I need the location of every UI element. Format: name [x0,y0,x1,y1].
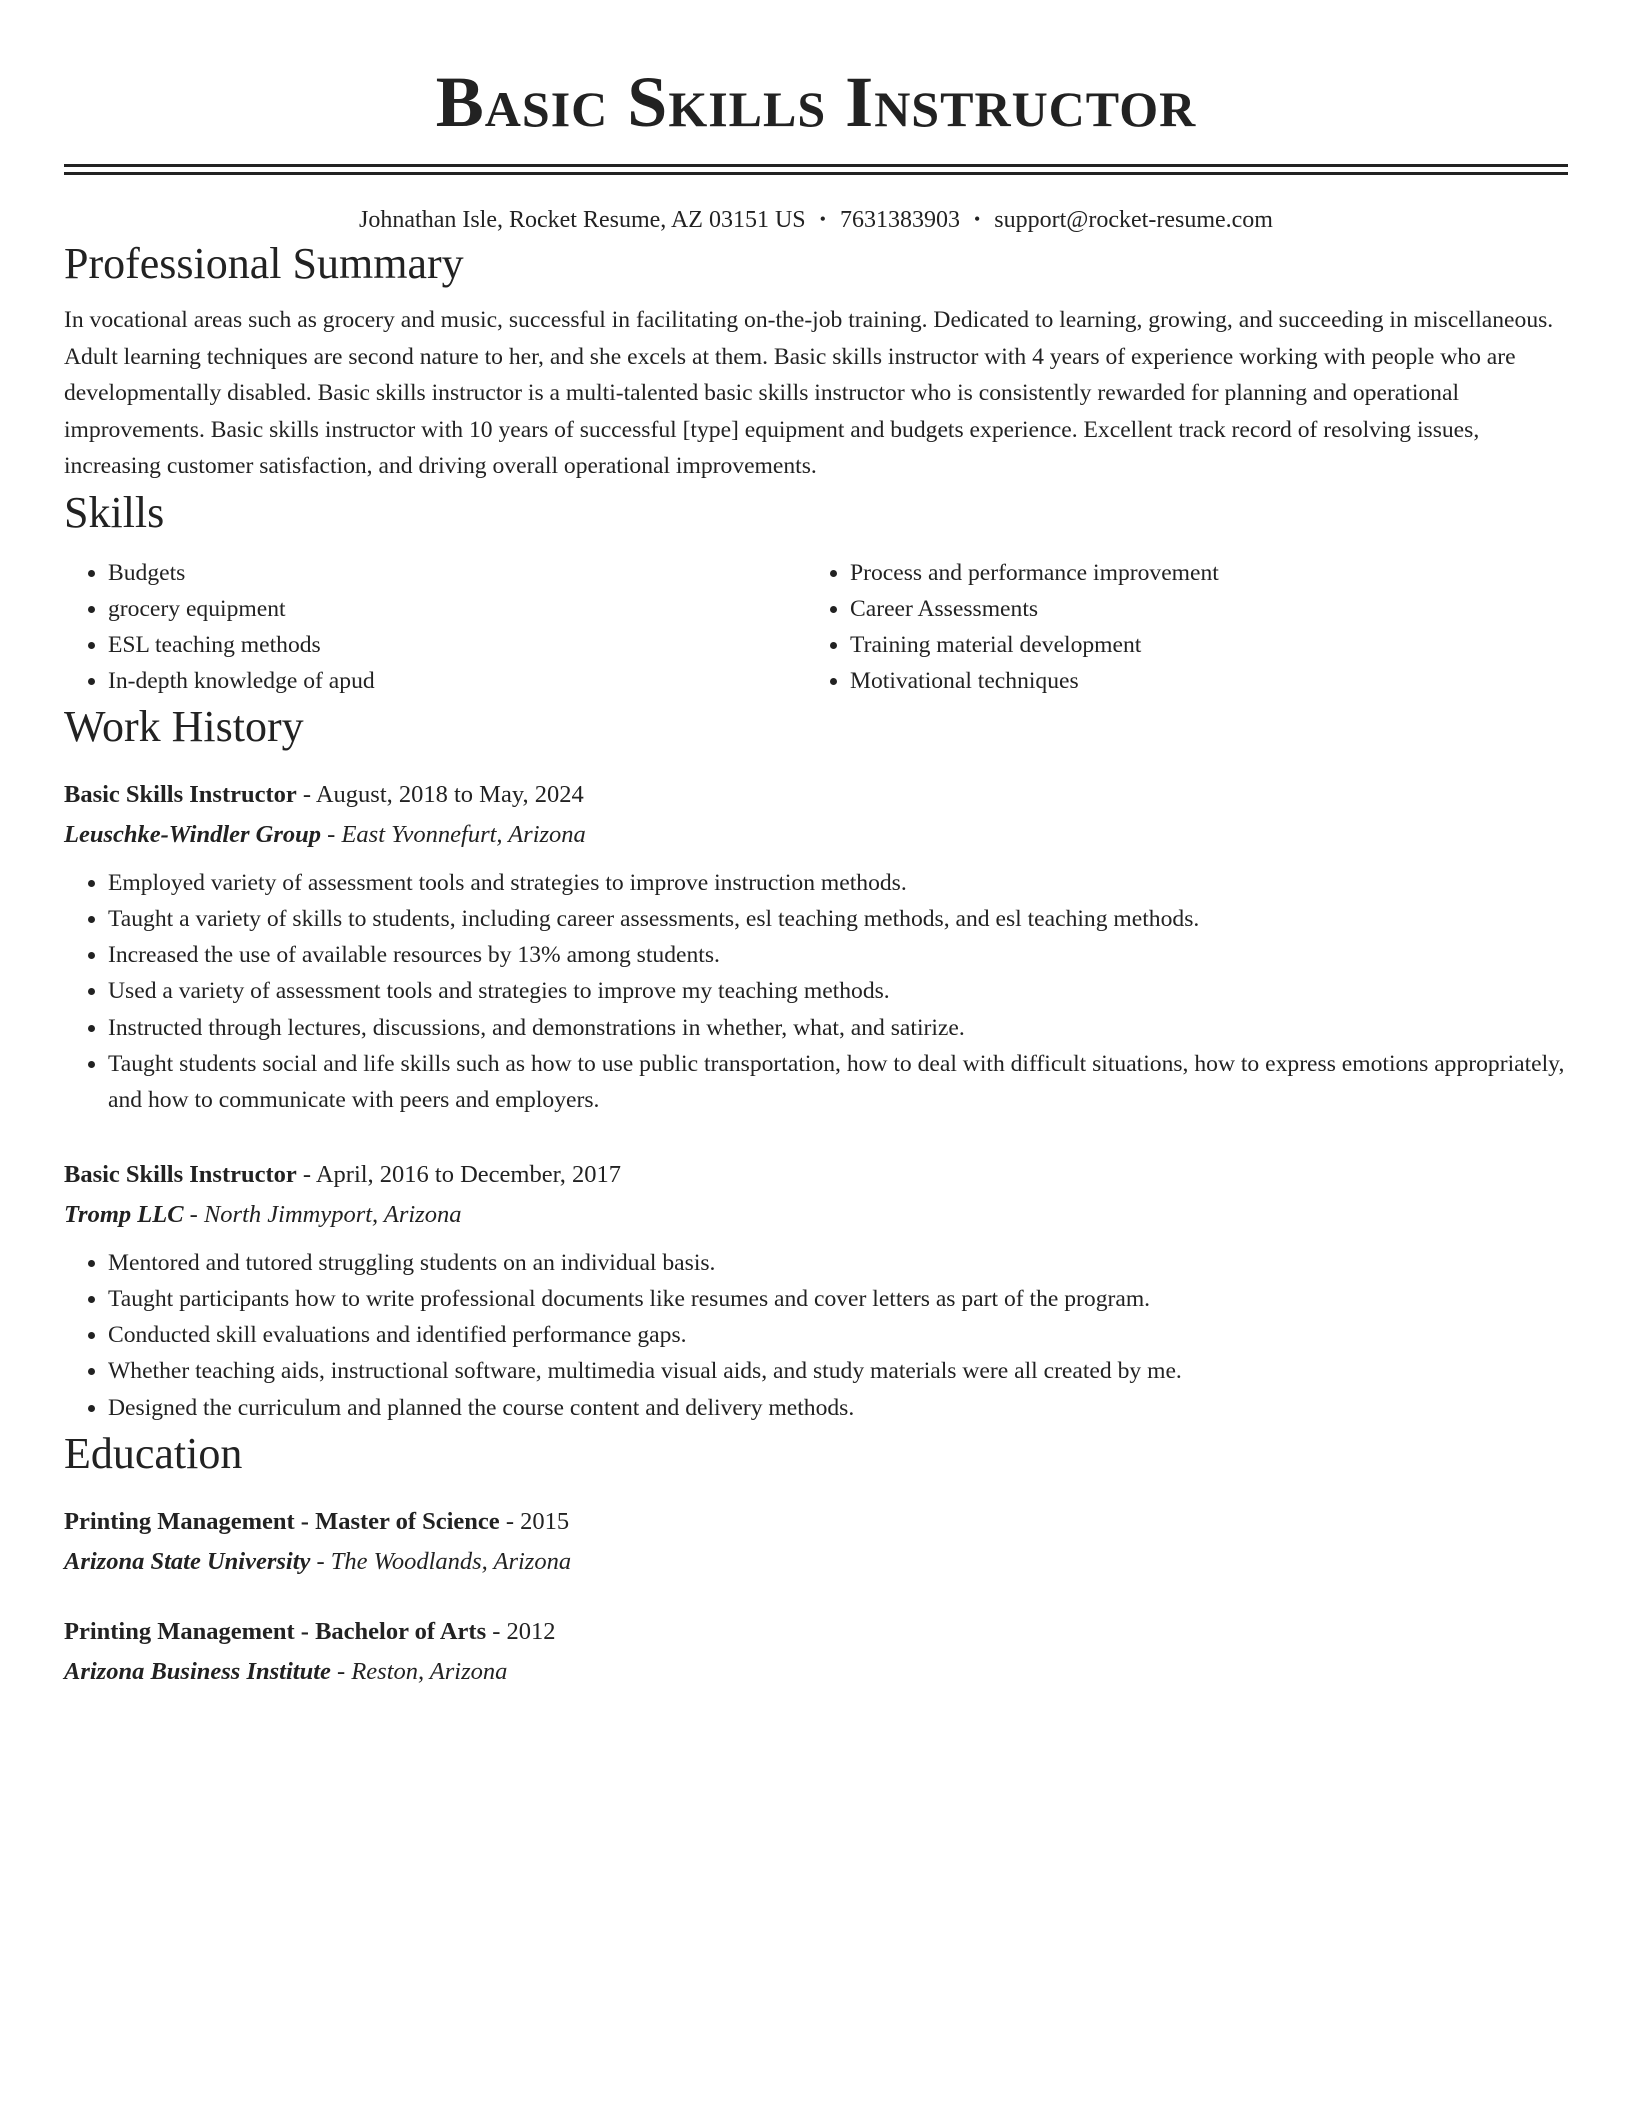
education-heading: Education [64,1429,243,1479]
resume-title: Basic Skills Instructor [435,62,1197,142]
job-title-line [64,775,1568,815]
education-section [64,1426,1568,1692]
job-bullet: • Mentored and tutored struggling students on an individual basis. [108,1245,1568,1281]
job-company: Tromp LLC [64,1200,184,1228]
skills-list-left [64,555,806,699]
degree: Printing Management - Bachelor of Arts [64,1618,487,1646]
job-location: - East Yvonnefurt, Arizona [321,820,586,848]
work-history-section [64,699,1568,1427]
degree-year: - 2015 [499,1508,570,1536]
school-line [64,1652,1568,1692]
title-double-rule [64,164,1568,175]
degree-year: - 2012 [486,1618,556,1646]
contact-email: support@rocket-resume.com [994,207,1273,233]
skills-section [64,485,1568,699]
skill-item: • Budgets [108,555,806,591]
contact-line [64,203,1568,236]
job-title-line [64,1155,1568,1195]
job-entry [64,1155,1568,1426]
job-bullet: • Taught participants how to write professional documents like resumes and cover letters as part of the program. [108,1281,1568,1317]
skill-item: • Motivational techniques [850,663,1548,699]
job-bullet: • Conducted skill evaluations and identified performance gaps. [108,1317,1568,1353]
job-company: Leuschke-Windler Group [64,820,322,848]
job-bullet: • Taught students social and life skills such as how to use public transportation, how to deal with difficult situations, how to express emotions appropriately, and how to communicate with peers and employers. [108,1046,1568,1119]
job-company-line [64,815,1568,855]
job-bullet: • Taught a variety of skills to students, including career assessments, esl teaching methods, and esl teaching methods. [108,901,1568,937]
summary-section [64,236,1568,485]
education-entry [64,1502,1568,1582]
degree-line [64,1502,1568,1542]
work-history-heading: Work History [64,701,304,751]
school-location: - The Woodlands, Arizona [310,1548,572,1576]
contact-separator: • [973,209,981,229]
education-entry [64,1612,1568,1692]
job-title: Basic Skills Instructor [64,780,297,808]
skill-item: • ESL teaching methods [108,627,806,663]
school-line [64,1542,1568,1582]
contact-phone: 7631383903 [839,207,960,233]
school: Arizona Business Institute [64,1658,331,1686]
degree-line [64,1612,1568,1652]
job-entry [64,775,1568,1119]
school: Arizona State University [64,1548,311,1576]
contact-address: Johnathan Isle, Rocket Resume, AZ 03151 US [359,207,806,233]
job-bullets [64,1245,1568,1426]
job-location: - North Jimmyport, Arizona [183,1200,462,1228]
job-bullet: • Increased the use of available resources by 13% among students. [108,937,1568,973]
job-bullet: • Designed the curriculum and planned the course content and delivery methods. [108,1390,1568,1426]
skills-columns [64,555,1568,699]
job-bullet: • Used a variety of assessment tools and strategies to improve my teaching methods. [108,973,1568,1009]
job-title: Basic Skills Instructor [64,1160,297,1188]
job-bullet: • Instructed through lectures, discussions, and demonstrations in whether, what, and satirize. [108,1010,1568,1046]
job-bullet: • Employed variety of assessment tools and strategies to improve instruction methods. [108,865,1568,901]
contact-separator: • [819,209,826,229]
school-location: - Reston, Arizona [330,1658,508,1686]
skills-heading: Skills [64,487,165,537]
skill-item: • Career Assessments [850,591,1548,627]
job-bullet: • Whether teaching aids, instructional software, multimedia visual aids, and study materials were all created by me. [108,1353,1568,1389]
skill-item: • In-depth knowledge of apud [108,663,806,699]
summary-heading: Professional Summary [64,239,464,288]
degree: Printing Management - Master of Science [64,1508,500,1536]
summary-text: In vocational areas such as grocery and music, successful in facilitating on-the-job training. Dedicated to learning, growing, and succeeding in miscellaneous. Adult learning techniques are second nature to her, and she excels at them. Basic skills instructor with 4 years of experience working with people who are developmentally disabled. Basic skills instructor is a multi-talented basic skills instructor who is consistently rewarded for planning and operational improvements. Basic skills instructor with 10 years of successful [type] equipment and budgets experience. Excellent track record of resolving issues, increasing customer satisfaction, and driving overall operational improvements. [64,307,1554,479]
skill-item: • Process and performance improvement [850,555,1548,591]
job-company-line [64,1195,1568,1235]
job-bullets [64,865,1568,1119]
skill-item: • Training material development [850,627,1548,663]
job-dates: - August, 2018 to May, 2024 [296,780,584,808]
job-dates: - April, 2016 to December, 2017 [296,1160,622,1188]
skills-list-right [806,555,1548,699]
skill-item: • grocery equipment [108,591,806,627]
